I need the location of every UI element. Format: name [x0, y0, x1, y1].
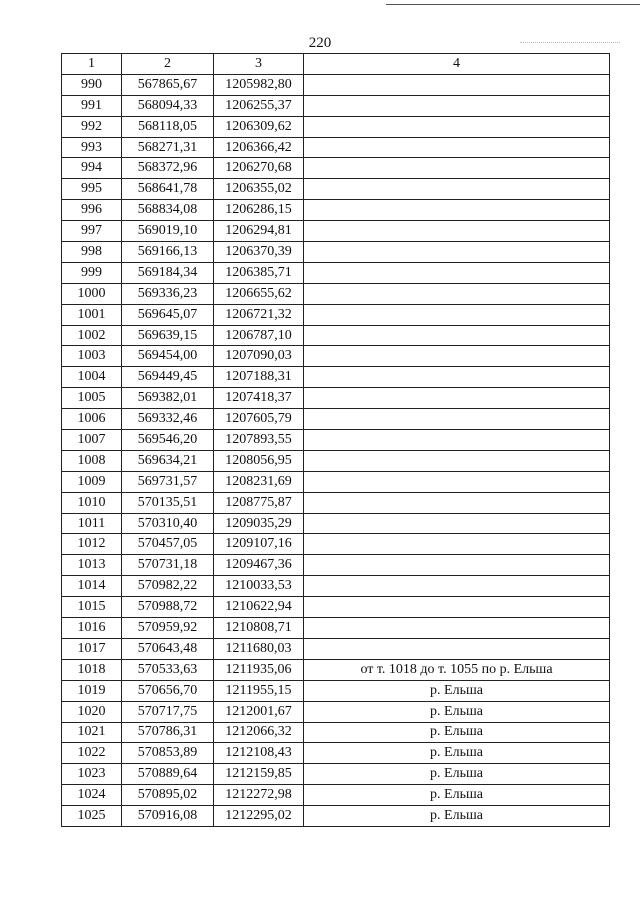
description-cell: [304, 638, 610, 659]
x-coordinate-cell: 569382,01: [122, 388, 214, 409]
x-coordinate-cell: 568641,78: [122, 179, 214, 200]
y-coordinate-cell: 1207090,03: [214, 346, 304, 367]
table-row: [62, 158, 610, 179]
table-row: [62, 722, 610, 743]
y-coordinate-cell: 1205982,80: [214, 74, 304, 95]
description-cell: [304, 116, 610, 137]
table-row: [62, 785, 610, 806]
y-coordinate-cell: 1210033,53: [214, 576, 304, 597]
point-number-cell: 1015: [62, 597, 122, 618]
y-coordinate-cell: 1208231,69: [214, 471, 304, 492]
table-row: [62, 513, 610, 534]
point-number-cell: 1021: [62, 722, 122, 743]
x-coordinate-cell: 568118,05: [122, 116, 214, 137]
y-coordinate-cell: 1206309,62: [214, 116, 304, 137]
y-coordinate-cell: 1206270,68: [214, 158, 304, 179]
point-number-cell: 994: [62, 158, 122, 179]
point-number-cell: 1001: [62, 304, 122, 325]
table-row: [62, 283, 610, 304]
description-cell: [304, 492, 610, 513]
x-coordinate-cell: 570643,48: [122, 638, 214, 659]
description-cell: р. Ельша: [304, 764, 610, 785]
table-row: [62, 764, 610, 785]
point-number-cell: 1008: [62, 450, 122, 471]
y-coordinate-cell: 1206721,32: [214, 304, 304, 325]
x-coordinate-cell: 569166,13: [122, 242, 214, 263]
description-cell: [304, 346, 610, 367]
x-coordinate-cell: 569546,20: [122, 430, 214, 451]
description-cell: [304, 74, 610, 95]
description-cell: р. Ельша: [304, 722, 610, 743]
point-number-cell: 992: [62, 116, 122, 137]
y-coordinate-cell: 1212066,32: [214, 722, 304, 743]
y-coordinate-cell: 1207188,31: [214, 367, 304, 388]
y-coordinate-cell: 1206787,10: [214, 325, 304, 346]
y-coordinate-cell: 1211935,06: [214, 659, 304, 680]
x-coordinate-cell: 570889,64: [122, 764, 214, 785]
x-coordinate-cell: 569645,07: [122, 304, 214, 325]
table-row: [62, 555, 610, 576]
table-row: [62, 492, 610, 513]
description-cell: [304, 430, 610, 451]
description-cell: [304, 597, 610, 618]
x-coordinate-cell: 570717,75: [122, 701, 214, 722]
description-cell: р. Ельша: [304, 680, 610, 701]
table-row: [62, 597, 610, 618]
x-coordinate-cell: 569332,46: [122, 409, 214, 430]
point-number-cell: 1018: [62, 659, 122, 680]
x-coordinate-cell: 569454,00: [122, 346, 214, 367]
y-coordinate-cell: 1208775,87: [214, 492, 304, 513]
table-row: [62, 262, 610, 283]
table-row: [62, 743, 610, 764]
y-coordinate-cell: 1210622,94: [214, 597, 304, 618]
point-number-cell: 1025: [62, 806, 122, 827]
point-number-cell: 1006: [62, 409, 122, 430]
x-coordinate-cell: 567865,67: [122, 74, 214, 95]
description-cell: [304, 179, 610, 200]
y-coordinate-cell: 1209035,29: [214, 513, 304, 534]
y-coordinate-cell: 1209107,16: [214, 534, 304, 555]
table-row: [62, 95, 610, 116]
y-coordinate-cell: 1212295,02: [214, 806, 304, 827]
table-row: [62, 618, 610, 639]
point-number-cell: 1002: [62, 325, 122, 346]
x-coordinate-cell: 570135,51: [122, 492, 214, 513]
y-coordinate-cell: 1209467,36: [214, 555, 304, 576]
table-row: [62, 200, 610, 221]
point-number-cell: 1009: [62, 471, 122, 492]
point-number-cell: 1022: [62, 743, 122, 764]
description-cell: [304, 471, 610, 492]
point-number-cell: 1020: [62, 701, 122, 722]
description-cell: [304, 388, 610, 409]
point-number-cell: 1007: [62, 430, 122, 451]
table-row: [62, 471, 610, 492]
y-coordinate-cell: 1212159,85: [214, 764, 304, 785]
point-number-cell: 1014: [62, 576, 122, 597]
x-coordinate-cell: 570656,70: [122, 680, 214, 701]
y-coordinate-cell: 1207893,55: [214, 430, 304, 451]
y-coordinate-cell: 1206355,02: [214, 179, 304, 200]
x-coordinate-cell: 569449,45: [122, 367, 214, 388]
description-cell: [304, 262, 610, 283]
y-coordinate-cell: 1211955,15: [214, 680, 304, 701]
point-number-cell: 998: [62, 242, 122, 263]
point-number-cell: 1016: [62, 618, 122, 639]
column-header-4: 4: [304, 54, 610, 75]
y-coordinate-cell: 1206385,71: [214, 262, 304, 283]
x-coordinate-cell: 570533,63: [122, 659, 214, 680]
table-row: [62, 346, 610, 367]
x-coordinate-cell: 570457,05: [122, 534, 214, 555]
column-header-2: 2: [122, 54, 214, 75]
x-coordinate-cell: 570786,31: [122, 722, 214, 743]
description-cell: [304, 158, 610, 179]
x-coordinate-cell: 568271,31: [122, 137, 214, 158]
x-coordinate-cell: 568372,96: [122, 158, 214, 179]
table-row: [62, 638, 610, 659]
description-cell: р. Ельша: [304, 701, 610, 722]
table-row: [62, 367, 610, 388]
table-row: [62, 409, 610, 430]
description-cell: [304, 534, 610, 555]
x-coordinate-cell: 570895,02: [122, 785, 214, 806]
point-number-cell: 993: [62, 137, 122, 158]
table-row: [62, 576, 610, 597]
point-number-cell: 1005: [62, 388, 122, 409]
x-coordinate-cell: 569639,15: [122, 325, 214, 346]
point-number-cell: 1000: [62, 283, 122, 304]
table-row: [62, 806, 610, 827]
x-coordinate-cell: 568094,33: [122, 95, 214, 116]
description-cell: [304, 576, 610, 597]
table-row: [62, 388, 610, 409]
x-coordinate-cell: 570959,92: [122, 618, 214, 639]
description-cell: [304, 450, 610, 471]
description-cell: [304, 513, 610, 534]
coordinates-table: [61, 53, 610, 827]
x-coordinate-cell: 569184,34: [122, 262, 214, 283]
point-number-cell: 1013: [62, 555, 122, 576]
y-coordinate-cell: 1208056,95: [214, 450, 304, 471]
description-cell: [304, 242, 610, 263]
point-number-cell: 1017: [62, 638, 122, 659]
table-row: [62, 137, 610, 158]
description-cell: [304, 555, 610, 576]
y-coordinate-cell: 1210808,71: [214, 618, 304, 639]
point-number-cell: 990: [62, 74, 122, 95]
table-row: [62, 74, 610, 95]
table-body: [62, 74, 610, 826]
y-coordinate-cell: 1206255,37: [214, 95, 304, 116]
x-coordinate-cell: 569634,21: [122, 450, 214, 471]
description-cell: [304, 409, 610, 430]
y-coordinate-cell: 1212001,67: [214, 701, 304, 722]
description-cell: [304, 200, 610, 221]
x-coordinate-cell: 570853,89: [122, 743, 214, 764]
y-coordinate-cell: 1206294,81: [214, 221, 304, 242]
y-coordinate-cell: 1206655,62: [214, 283, 304, 304]
y-coordinate-cell: 1207418,37: [214, 388, 304, 409]
y-coordinate-cell: 1212108,43: [214, 743, 304, 764]
y-coordinate-cell: 1206286,15: [214, 200, 304, 221]
table-row: [62, 304, 610, 325]
description-cell: от т. 1018 до т. 1055 по р. Ельша: [304, 659, 610, 680]
y-coordinate-cell: 1212272,98: [214, 785, 304, 806]
y-coordinate-cell: 1211680,03: [214, 638, 304, 659]
table-row: [62, 116, 610, 137]
description-cell: [304, 95, 610, 116]
description-cell: [304, 618, 610, 639]
table-row: [62, 701, 610, 722]
x-coordinate-cell: 570310,40: [122, 513, 214, 534]
table-row: [62, 242, 610, 263]
point-number-cell: 999: [62, 262, 122, 283]
description-cell: р. Ельша: [304, 806, 610, 827]
point-number-cell: 996: [62, 200, 122, 221]
x-coordinate-cell: 570988,72: [122, 597, 214, 618]
x-coordinate-cell: 570982,22: [122, 576, 214, 597]
description-cell: р. Ельша: [304, 785, 610, 806]
point-number-cell: 991: [62, 95, 122, 116]
x-coordinate-cell: 570731,18: [122, 555, 214, 576]
column-header-3: 3: [214, 54, 304, 75]
y-coordinate-cell: 1206370,39: [214, 242, 304, 263]
table-row: [62, 179, 610, 200]
description-cell: [304, 367, 610, 388]
y-coordinate-cell: 1206366,42: [214, 137, 304, 158]
table-header-row: [62, 54, 610, 75]
description-cell: [304, 325, 610, 346]
x-coordinate-cell: 568834,08: [122, 200, 214, 221]
table-row: [62, 430, 610, 451]
table-row: [62, 659, 610, 680]
description-cell: р. Ельша: [304, 743, 610, 764]
description-cell: [304, 137, 610, 158]
point-number-cell: 997: [62, 221, 122, 242]
point-number-cell: 1003: [62, 346, 122, 367]
table-row: [62, 680, 610, 701]
point-number-cell: 1024: [62, 785, 122, 806]
table-row: [62, 450, 610, 471]
description-cell: [304, 283, 610, 304]
page-number: 220: [308, 35, 332, 51]
point-number-cell: 995: [62, 179, 122, 200]
x-coordinate-cell: 569731,57: [122, 471, 214, 492]
x-coordinate-cell: 570916,08: [122, 806, 214, 827]
point-number-cell: 1004: [62, 367, 122, 388]
point-number-cell: 1023: [62, 764, 122, 785]
x-coordinate-cell: 569019,10: [122, 221, 214, 242]
table-row: [62, 221, 610, 242]
x-coordinate-cell: 569336,23: [122, 283, 214, 304]
top-rule: [386, 4, 640, 5]
point-number-cell: 1019: [62, 680, 122, 701]
table-row: [62, 325, 610, 346]
description-cell: [304, 221, 610, 242]
point-number-cell: 1010: [62, 492, 122, 513]
point-number-cell: 1012: [62, 534, 122, 555]
point-number-cell: 1011: [62, 513, 122, 534]
y-coordinate-cell: 1207605,79: [214, 409, 304, 430]
column-header-1: 1: [62, 54, 122, 75]
table-row: [62, 534, 610, 555]
description-cell: [304, 304, 610, 325]
